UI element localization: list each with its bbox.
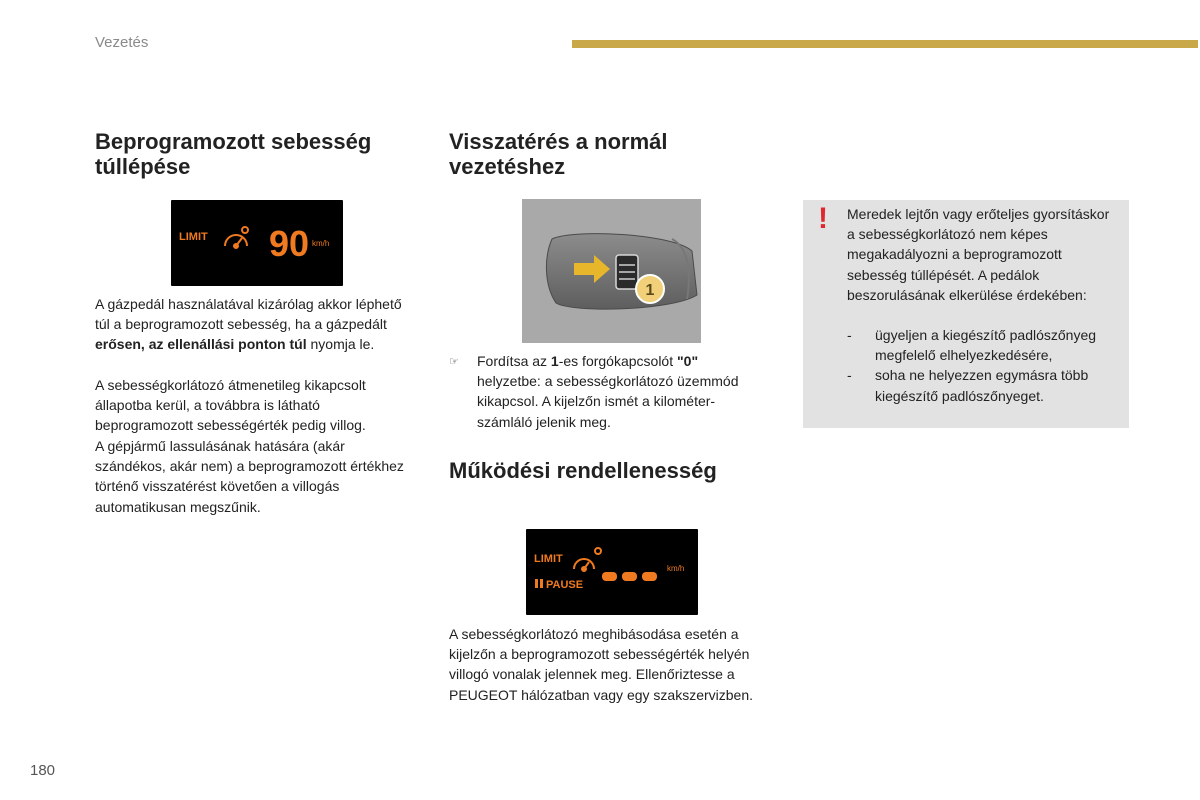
steering-stalk-illustration xyxy=(522,199,701,343)
speed-limit-display xyxy=(171,200,343,286)
speed-limit-display-graphic xyxy=(171,200,343,286)
warning-text: Meredek lejtőn vagy erőteljes gyorsításkor a sebességkorlátozó nem képes megakadályozni a beprogramozott sebesség túllépését. A pedálok beszorulásának elkerülése érdekében: xyxy=(847,206,1110,303)
limit-label: LIMIT xyxy=(534,553,563,565)
pause-bar-icon xyxy=(535,579,538,588)
flashing-dash xyxy=(642,572,657,581)
malfunction-display-graphic xyxy=(526,529,698,615)
speed-limiter-icon xyxy=(574,548,601,571)
instruction-bullet: ☞ Fordítsa az 1-es forgókapcsolót "0" helyzetbe: a sebességkorlátozó üzemmód kikapcsol. A kijelzőn ismét a kilométer-számláló jelenik meg. xyxy=(449,353,739,430)
speed-unit: km/h xyxy=(667,564,685,573)
malfunction-paragraph: A sebességkorlátozó meghibásodása esetén a kijelzőn a beprogramozott sebességérték helyén villogó vonalak jelennek meg. Ellenőriztesse a PEUGEOT hálózatban vagy egy szakszervizben. xyxy=(449,626,754,703)
malfunction-display xyxy=(526,529,698,615)
section-title-return: Visszatérés a normál vezetéshez xyxy=(449,129,668,179)
page-number: 180 xyxy=(30,762,56,779)
warning-list xyxy=(847,325,1127,406)
header-accent-bar xyxy=(572,40,1198,48)
flashing-dash xyxy=(602,572,617,581)
speed-value: 90 xyxy=(269,223,310,264)
section-title-malfunction: Működési rendellenesség xyxy=(449,458,717,483)
speed-unit: km/h xyxy=(312,239,330,248)
overspeed-paragraph-1: A gázpedál használatával kizárólag akkor léphető túl a beprogramozott sebesség, ha a gázpedált erősen, az ellenállási ponton túl nyomja le. xyxy=(95,296,402,353)
pause-bar-icon xyxy=(540,579,543,588)
limit-label: LIMIT xyxy=(179,231,208,243)
warning-exclamation-icon: ! xyxy=(818,202,828,235)
pointing-hand-icon: ☞ xyxy=(449,356,459,368)
speed-limiter-icon xyxy=(225,227,248,248)
callout-number: 1 xyxy=(645,282,655,299)
pause-label: PAUSE xyxy=(546,579,584,591)
warning-list-item: - ügyeljen a kiegészítő padlószőnyeg megfelelő elhelyezkedésére, xyxy=(847,327,1097,364)
steering-stalk-photo xyxy=(522,199,701,343)
overspeed-paragraph-3: A gépjármű lassulásának hatására (akár szándékos, akár nem) a beprogramozott értékhez történő visszatérést követően a villogás automatikusan megszűnik. xyxy=(95,438,404,515)
flashing-dash xyxy=(622,572,637,581)
warning-list-item: - soha ne helyezzen egymásra több kiegészítő padlószőnyeget. xyxy=(847,367,1089,404)
section-title-overspeed: Beprogramozott sebesség túllépése xyxy=(95,129,372,179)
section-label: Vezetés xyxy=(95,34,149,51)
overspeed-paragraph-2: A sebességkorlátozó átmenetileg kikapcsolt állapotba kerül, a továbbra is látható beprogramozott sebességérték pedig villog. xyxy=(95,377,366,434)
